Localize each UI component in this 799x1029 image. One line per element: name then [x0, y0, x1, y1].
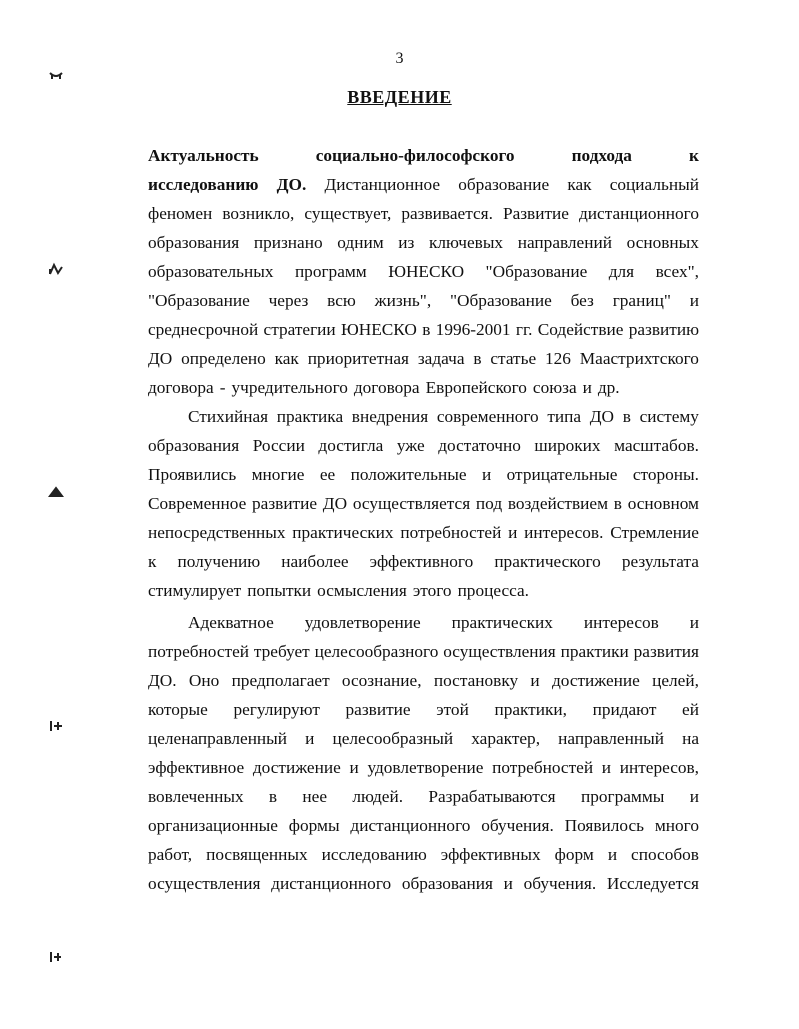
word: Развитие: [502, 204, 569, 223]
word: людей.: [352, 787, 404, 806]
word: потребностей: [400, 523, 502, 542]
word: осуществления: [148, 874, 261, 893]
word: и: [481, 465, 492, 484]
word: формы: [288, 816, 340, 835]
word: многие: [251, 465, 305, 484]
word: типа: [547, 407, 582, 426]
word: и: [689, 613, 699, 632]
word: ключевых: [429, 233, 504, 252]
word: определено: [181, 349, 266, 368]
word: среднесрочной: [148, 320, 259, 339]
word: и: [349, 758, 359, 777]
word: союза: [532, 378, 577, 397]
word: предполагает: [231, 671, 330, 690]
word: обучения.: [523, 874, 597, 893]
word: и: [582, 378, 592, 397]
word: практического: [494, 552, 601, 571]
word: постановку: [433, 671, 519, 690]
word: Стремление: [610, 523, 699, 542]
binding-mark-icon: [51, 952, 61, 962]
word: практика: [276, 407, 344, 426]
word: современного: [436, 407, 539, 426]
word: широких: [534, 436, 601, 455]
word: способов: [631, 845, 699, 864]
word: интересов,: [619, 758, 699, 777]
word: внедрения: [351, 407, 429, 426]
word: стратегии: [263, 320, 336, 339]
word: удовлетворение: [304, 613, 421, 632]
word: Разрабатываются: [428, 787, 556, 806]
word: характер,: [471, 729, 541, 748]
word: через: [268, 291, 309, 310]
word: социально-философского: [315, 146, 515, 165]
word: практики,: [494, 700, 567, 719]
word: договора: [148, 378, 214, 397]
word: работ,: [148, 845, 193, 864]
word: направлений: [517, 233, 612, 252]
word: Проявились: [148, 465, 237, 484]
binding-mark-icon: [51, 721, 62, 731]
word: учредительного: [231, 378, 348, 397]
word: ДО: [148, 349, 173, 368]
word: осознание,: [341, 671, 422, 690]
word: из: [398, 233, 415, 252]
word: и: [305, 729, 315, 748]
word: попытки: [247, 581, 312, 600]
word: и: [601, 758, 612, 777]
binding-mark-icon: [50, 73, 62, 79]
word: в: [268, 787, 278, 806]
word: границ": [612, 291, 671, 310]
word: вовлеченных: [148, 787, 244, 806]
word: и: [689, 787, 699, 806]
word: "Образование: [449, 291, 552, 310]
word: эффективных: [440, 845, 541, 864]
word: масштабов.: [614, 436, 699, 455]
word: много: [654, 816, 699, 835]
word: эффективное: [148, 758, 245, 777]
word: без: [570, 291, 594, 310]
word: на: [682, 729, 699, 748]
word: Появилось: [564, 816, 645, 835]
word: практики: [560, 642, 629, 661]
word: регулируют: [233, 700, 320, 719]
word: 126: [545, 349, 571, 368]
word: удовлетворение: [367, 758, 484, 777]
word: в: [613, 494, 622, 513]
word: достигла: [318, 436, 384, 455]
word: потребностей: [492, 758, 594, 777]
word: Маастрихтского: [579, 349, 699, 368]
word: ДО.: [148, 671, 177, 690]
word: и: [530, 671, 540, 690]
word: достаточно: [438, 436, 521, 455]
word: гг.: [515, 320, 533, 339]
word: требует: [253, 642, 310, 661]
word: Содействие: [537, 320, 624, 339]
binding-mark-icon: [50, 488, 62, 496]
word: Европейского: [425, 378, 527, 397]
word: Стихийная: [188, 407, 269, 426]
word: в: [473, 349, 482, 368]
word: стороны.: [632, 465, 699, 484]
word: исследованию: [321, 845, 427, 864]
word: ДО: [322, 494, 348, 513]
word: ЮНЕСКО: [388, 262, 465, 281]
word: целесообразного: [314, 642, 439, 661]
word: Актуальность: [148, 146, 259, 165]
word: придают: [592, 700, 657, 719]
word: уже: [396, 436, 425, 455]
word: дистанционного: [350, 816, 471, 835]
word: целенаправленный: [148, 729, 288, 748]
word: к: [148, 552, 157, 571]
word: отрицательные: [506, 465, 618, 484]
word: всех",: [655, 262, 699, 281]
word: образование: [458, 175, 550, 194]
word: получению: [177, 552, 261, 571]
word: феномен: [148, 204, 213, 223]
word: направленный: [558, 729, 664, 748]
word: нее: [302, 787, 328, 806]
word: организационные: [148, 816, 278, 835]
word: положительные: [350, 465, 467, 484]
word: форм: [554, 845, 594, 864]
word: всю: [327, 291, 356, 310]
word: посвященных: [206, 845, 308, 864]
word: Современное: [148, 494, 247, 513]
word: подхода: [571, 146, 632, 165]
word: результата: [621, 552, 699, 571]
word: к: [689, 146, 699, 165]
word: и: [607, 845, 618, 864]
word: целей,: [652, 671, 699, 690]
word: дистанционного: [579, 204, 699, 223]
word: ДО.: [276, 175, 307, 194]
word: Оно: [188, 671, 220, 690]
word: программ: [294, 262, 367, 281]
word: образования: [401, 874, 493, 893]
word: и: [689, 291, 699, 310]
word: основных: [626, 233, 699, 252]
word: задача: [417, 349, 465, 368]
word: практических: [451, 613, 553, 632]
word: для: [608, 262, 635, 281]
word: ее: [319, 465, 336, 484]
word: Дистанционное: [324, 175, 441, 194]
word: развитие: [252, 494, 318, 513]
word: осуществляется: [352, 494, 471, 513]
word: др.: [597, 378, 620, 397]
word: этого: [412, 581, 452, 600]
word: под: [475, 494, 503, 513]
page-number: 3: [395, 50, 404, 67]
word: достижение: [551, 671, 640, 690]
word: интересов: [583, 613, 659, 632]
word: непосредственных: [148, 523, 286, 542]
word: и: [508, 523, 518, 542]
page-title: ВВЕДЕНИЕ: [347, 87, 452, 107]
word: России: [252, 436, 305, 455]
word: этой: [436, 700, 469, 719]
binding-mark-icon: [50, 265, 62, 274]
word: систему: [639, 407, 699, 426]
word: воздействием: [507, 494, 609, 513]
word: в: [422, 320, 431, 339]
word: образования: [148, 436, 240, 455]
word: основном: [627, 494, 699, 513]
word: обучения.: [481, 816, 554, 835]
word: договора: [353, 378, 420, 397]
word: жизнь",: [374, 291, 432, 310]
word: приоритетная: [307, 349, 409, 368]
word: осмысления: [317, 581, 407, 600]
word: "Образование: [485, 262, 588, 281]
word: потребностей: [148, 642, 249, 661]
word: процесса.: [457, 581, 529, 600]
word: практических: [292, 523, 394, 542]
word: исследованию: [148, 175, 259, 194]
word: образовательных: [148, 262, 274, 281]
word: существует,: [304, 204, 392, 223]
word: развития: [633, 642, 699, 661]
word: эффективного: [369, 552, 474, 571]
word: ДО: [589, 407, 615, 426]
word: осуществления: [443, 642, 556, 661]
word: -: [219, 378, 226, 397]
word: стимулирует: [148, 581, 242, 600]
word: "Образование: [148, 291, 250, 310]
word: одним: [337, 233, 384, 252]
word: как: [567, 175, 592, 194]
word: развитие: [345, 700, 411, 719]
word: социальный: [609, 175, 699, 194]
word: признано: [253, 233, 323, 252]
word: Адекватное: [188, 613, 274, 632]
word: наиболее: [281, 552, 349, 571]
word: которые: [148, 700, 208, 719]
word: возникло,: [222, 204, 295, 223]
word: достижение: [252, 758, 341, 777]
word: как: [274, 349, 299, 368]
word: развивается.: [401, 204, 493, 223]
word: развитию: [628, 320, 699, 339]
word: в: [622, 407, 631, 426]
word: Исследуется: [606, 874, 699, 893]
word: интересов.: [524, 523, 604, 542]
word: и: [503, 874, 513, 893]
word: ей: [682, 700, 699, 719]
word: статье: [490, 349, 537, 368]
word: 1996-2001: [435, 320, 511, 339]
word: образования: [148, 233, 240, 252]
word: дистанционного: [271, 874, 392, 893]
word: программы: [580, 787, 665, 806]
word: целесообразный: [332, 729, 454, 748]
word: ЮНЕСКО: [340, 320, 417, 339]
